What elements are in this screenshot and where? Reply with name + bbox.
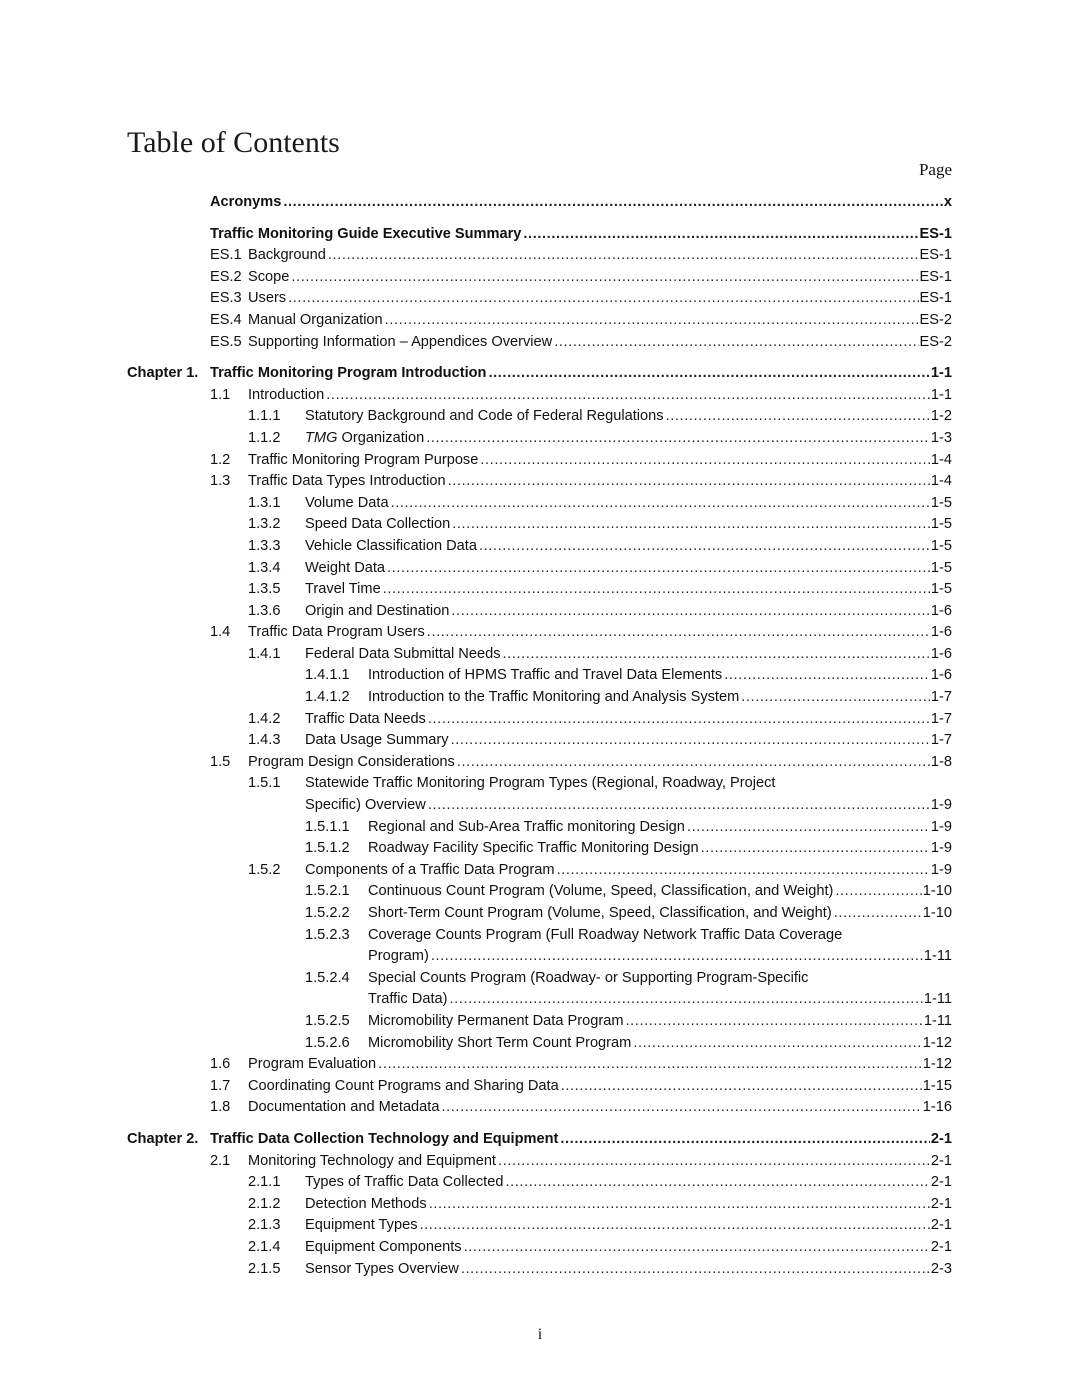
toc-entry-page[interactable]: ES-2 [919,333,952,350]
dot-leader [625,1011,922,1033]
toc-entry-title: Special Counts Program (Roadway- or Supporting Program-Specific [368,969,809,986]
toc-entry[interactable] [127,644,952,666]
toc-entry[interactable] [127,1054,952,1076]
dot-leader [378,1054,922,1076]
toc-entry-line [305,406,952,428]
toc-entry-line [305,1172,952,1194]
dot-leader [498,1151,930,1173]
dot-leader [283,192,943,214]
page-title: Table of Contents [127,126,340,159]
toc-entry[interactable] [127,310,952,332]
toc-entry-number: 1.1.1 [248,408,281,425]
toc-entry-title: Users [248,290,287,307]
toc-entry-line [248,450,952,472]
toc-entry-title: Sensor Types Overview [305,1260,459,1277]
toc-entry-title: Equipment Components [305,1238,462,1255]
toc-entry-page[interactable]: 1-4 [930,473,952,490]
dot-leader [387,558,930,580]
toc-entry-page[interactable]: 1-11 [923,1012,952,1029]
toc-entry-number: 1.5.2.2 [305,905,350,921]
toc-entry[interactable] [127,730,952,752]
toc-entry[interactable] [127,881,952,903]
toc-entry-title: Specific) Overview [305,797,426,814]
dot-leader [480,450,930,472]
toc-entry-title: Micromobility Short Term Count Program [368,1034,632,1051]
toc-entry-title: Traffic Data) [368,991,448,1008]
toc-entry-number: 1.5.1.2 [305,840,350,857]
toc-entry-page[interactable]: 1-7 [930,710,952,727]
toc-entry-title: Scope [248,268,290,285]
toc-entry[interactable] [127,1129,952,1151]
toc-entry-line [210,192,952,214]
toc-entry-line [210,224,952,246]
dot-leader [687,817,930,839]
toc-entry-page[interactable]: 1-12 [922,1056,952,1073]
toc-entry[interactable] [127,925,952,947]
toc-entry-title: Statewide Traffic Monitoring Program Types (Regional, Roadway, Project [305,775,776,792]
toc-entry-line [305,493,952,515]
toc-entry-title: Equipment Types [305,1217,418,1234]
toc-entry-title: Introduction of HPMS Traffic and Travel Data Elements [368,667,723,684]
toc-entry-page[interactable]: 1-2 [930,408,952,425]
toc-entry-title-rest: Organization [337,429,425,446]
dot-leader [503,644,930,666]
toc-entry[interactable] [127,1237,952,1259]
toc-entry[interactable] [127,406,952,428]
dot-leader [426,428,930,450]
toc-entry[interactable] [127,860,952,882]
toc-entry-page[interactable]: 1-5 [930,537,952,554]
dot-leader [724,665,930,687]
toc-entry-page[interactable]: 2-1 [930,1152,952,1169]
toc-entry-line [368,1011,952,1033]
toc-entry-line [305,579,952,601]
toc-entry-line [305,601,952,623]
toc-entry-number: Chapter 2. [127,1130,199,1147]
toc-entry-number: 1.5.2.1 [305,883,350,900]
toc-entry-line [305,558,952,580]
dot-leader [464,1237,930,1259]
toc-entry-number: 2.1 [210,1152,231,1169]
toc-entry-title: Traffic Monitoring Program Purpose [248,451,479,468]
toc-entry-number: 1.3 [210,473,231,490]
toc-entry[interactable] [127,471,952,493]
toc-entry[interactable] [127,363,952,385]
dot-leader [420,1215,930,1237]
dot-leader [428,709,930,731]
toc-entry-page[interactable]: 1-4 [930,451,952,468]
toc-entry-line [248,267,952,289]
toc-entry-continuation[interactable] [127,989,952,1011]
toc-entry[interactable] [127,245,952,267]
dot-leader [554,332,918,354]
toc-entry[interactable] [127,709,952,731]
dot-leader [835,881,921,903]
toc-entry-number: 1.3.3 [248,537,281,554]
dot-leader [326,385,930,407]
toc-entry[interactable] [127,558,952,580]
dot-leader [560,1129,930,1151]
toc-entry-page[interactable]: 1-8 [930,753,952,770]
dot-leader [441,1097,921,1119]
dot-leader [666,406,930,428]
toc-entry-number: 1.4.2 [248,710,281,727]
toc-entry-title: Origin and Destination [305,602,450,619]
toc-entry[interactable] [127,514,952,536]
toc-entry-title-line1 [368,968,952,990]
toc-entry-number: 1.3.4 [248,559,281,576]
toc-entry-page[interactable]: 1-16 [922,1099,952,1116]
toc-entry[interactable] [127,1076,952,1098]
toc-entry-number: 1.4 [210,624,231,641]
toc-entry-title: Manual Organization [248,311,383,328]
toc-entry-page[interactable]: ES-2 [919,311,952,328]
toc-entry[interactable] [127,838,952,860]
toc-entry-number: 1.2 [210,451,231,468]
toc-entry-number: 1.3.2 [248,516,281,533]
toc-entry-number: 1.1.2 [248,429,281,446]
toc-entry-page[interactable]: 1-5 [930,494,952,511]
toc-entry[interactable] [127,687,952,709]
toc-entry[interactable] [127,817,952,839]
toc-entry-line [368,1033,952,1055]
toc-entry-title: Micromobility Permanent Data Program [368,1012,624,1029]
toc-entry-title: Vehicle Classification Data [305,537,477,554]
dot-leader [451,730,930,752]
toc-entry-number: ES.1 [210,247,242,264]
toc-entry-line [368,903,952,925]
toc-entry-line [305,536,952,558]
dot-leader [391,493,930,515]
toc-entry-page[interactable]: 1-15 [922,1077,952,1094]
toc-entry-page[interactable]: 2-3 [930,1260,952,1277]
toc-entry-title: Traffic Data Collection Technology and Equipment [210,1130,559,1147]
toc-entry-page[interactable]: 1-7 [930,732,952,749]
toc-entry-title: Detection Methods [305,1195,427,1212]
toc-entry-page[interactable]: 1-6 [930,667,952,684]
toc-entry[interactable] [127,1151,952,1173]
toc-entry-number: ES.4 [210,311,242,328]
toc-entry-page[interactable]: ES-1 [919,225,952,242]
toc-entry-line [248,1097,952,1119]
toc-entry-title: Background [248,247,326,264]
toc-entry[interactable] [127,288,952,310]
toc-entry-number: ES.3 [210,290,242,307]
dot-leader [383,579,930,601]
dot-leader [461,1259,930,1281]
toc-entry-page[interactable]: ES-1 [919,247,952,264]
toc-entry-title: Introduction [248,386,325,403]
toc-entry-line [368,817,952,839]
toc-entry-title: Short-Term Count Program (Volume, Speed, Classification, and Weight) [368,905,832,921]
toc-entry-title: Continuous Count Program (Volume, Speed, Classification, and Weight) [368,883,834,900]
toc-entry-title: Supporting Information – Appendices Overview [248,333,553,350]
toc-entry-title: Traffic Data Needs [305,710,426,727]
dot-leader [557,860,930,882]
toc-entry-line [368,838,952,860]
toc-entry-title: Statutory Background and Code of Federal Regulations [305,408,664,425]
toc-entry[interactable] [127,1194,952,1216]
toc-entry-number: 1.5 [210,753,231,770]
toc-entry-page[interactable]: 2-1 [930,1130,952,1147]
toc-entry-number: ES.5 [210,333,242,350]
toc-entry-line [368,989,952,1011]
dot-leader [488,363,929,385]
toc-entry-number: 1.3.1 [248,494,281,511]
toc-entry-number: 1.5.2.5 [305,1012,350,1029]
dot-leader [328,245,919,267]
toc-entry[interactable] [127,665,952,687]
toc-entry-number: 1.5.2.4 [305,969,350,986]
toc-entry-line [210,363,952,385]
toc-entry[interactable] [127,192,952,214]
toc-entry-title: Data Usage Summary [305,732,449,749]
toc-entry-page[interactable]: 2-1 [930,1174,952,1191]
toc-entry-title [305,428,425,450]
dot-leader [633,1033,921,1055]
page-column-label: Page [918,160,952,179]
toc-entry[interactable] [127,601,952,623]
toc-entry-line [305,730,952,752]
toc-entry[interactable] [127,1172,952,1194]
toc-entry[interactable] [127,1011,952,1033]
toc-entry-page[interactable]: 1-5 [930,559,952,576]
toc-entry-line [305,644,952,666]
toc-entry-number: 1.4.1 [248,645,281,662]
dot-leader [479,536,930,558]
toc-entry-number: 2.1.2 [248,1195,281,1212]
toc-entry-line [305,795,952,817]
toc-entry-number: 1.5.2.3 [305,926,350,943]
toc-entry-number: 1.7 [210,1077,231,1094]
toc-entry-title-line1 [305,773,952,795]
toc-entry-page[interactable]: 1-9 [930,861,952,878]
dot-leader [288,288,918,310]
toc-entry-title: Introduction to the Traffic Monitoring and Analysis System [368,689,740,706]
toc-entry-line [305,709,952,731]
toc-entry-continuation[interactable] [127,795,952,817]
toc-entry-line [368,881,952,903]
toc-entry-line [248,385,952,407]
toc-entry-title: Program Evaluation [248,1056,377,1073]
toc-entry-line [248,245,952,267]
footer-page-number: i [537,1326,543,1343]
toc-entry[interactable] [127,1033,952,1055]
toc-entry-title: Traffic Monitoring Program Introduction [210,365,487,382]
toc-entry-title: Coverage Counts Program (Full Roadway Network Traffic Data Coverage [368,926,843,943]
table-of-contents [127,192,952,1280]
toc-entry-page[interactable]: 1-12 [922,1034,952,1051]
toc-entry-title: Documentation and Metadata [248,1099,440,1116]
toc-entry-line [248,622,952,644]
toc-entry[interactable] [127,1259,952,1281]
toc-entry-page[interactable]: 1-3 [930,429,952,446]
toc-entry-page[interactable]: 1-6 [930,645,952,662]
toc-entry-page[interactable]: x [943,194,952,210]
toc-entry-number: 1.5.2.6 [305,1034,350,1051]
toc-entry-line [248,1076,952,1098]
toc-entry-page[interactable]: 1-5 [930,581,952,598]
toc-entry-number: 1.3.5 [248,581,281,598]
toc-entry-title: Speed Data Collection [305,516,451,533]
toc-entry-number: 1.4.1.1 [305,667,350,684]
toc-entry[interactable] [127,536,952,558]
dot-leader [429,1194,930,1216]
toc-entry-title: Volume Data [305,494,389,511]
toc-entry-page[interactable]: 1-10 [922,883,952,900]
toc-entry-page[interactable]: 1-9 [930,797,952,814]
toc-entry-line [210,1129,952,1151]
toc-entry-title: Traffic Data Program Users [248,624,425,641]
toc-entry-title-italic: TMG [305,429,338,446]
dot-leader [449,989,922,1011]
toc-entry-number: ES.2 [210,268,242,285]
toc-entry-page[interactable]: 1-6 [930,624,952,641]
toc-entry-number: 1.4.3 [248,732,281,749]
toc-entry-page[interactable]: 1-1 [930,365,952,382]
toc-entry-number: 1.4.1.2 [305,689,350,706]
toc-entry-page[interactable]: 2-1 [930,1238,952,1255]
toc-entry-continuation[interactable] [127,946,952,968]
toc-entry-line [305,1194,952,1216]
toc-entry-line [305,1259,952,1281]
toc-entry-title: Program) [368,948,429,965]
toc-entry-number: 1.6 [210,1056,231,1073]
toc-entry-line [248,1054,952,1076]
dot-leader [451,601,930,623]
toc-entry-line [248,332,952,354]
toc-entry-title: Traffic Monitoring Guide Executive Summary [210,225,522,242]
toc-entry-number: 1.5.2 [248,861,281,878]
toc-entry-page[interactable]: 1-11 [923,991,952,1008]
toc-entry-title: Types of Traffic Data Collected [305,1174,504,1191]
toc-entry-page[interactable]: 1-1 [930,386,952,403]
toc-entry-page[interactable]: 1-7 [930,689,952,706]
toc-entry[interactable] [127,622,952,644]
toc-entry-number: 1.5.1.1 [305,818,350,835]
toc-entry[interactable] [127,450,952,472]
toc-entry-title: Coordinating Count Programs and Sharing Data [248,1077,559,1094]
toc-entry-page[interactable]: 1-6 [930,602,952,619]
dot-leader [505,1172,929,1194]
toc-entry-line [368,665,952,687]
toc-entry-title: Travel Time [305,581,381,598]
toc-entry-number: 1.5.1 [248,775,281,792]
toc-entry[interactable] [127,385,952,407]
toc-entry-title: Monitoring Technology and Equipment [248,1152,496,1169]
toc-entry-title: Acronyms [210,194,282,210]
dot-leader [457,752,930,774]
toc-entry-title: Traffic Data Types Introduction [248,473,446,490]
toc-entry-line [248,471,952,493]
dot-leader [523,224,918,246]
dot-leader [741,687,930,709]
dot-leader [385,310,919,332]
dot-leader [291,267,918,289]
toc-entry-line [248,310,952,332]
dot-leader [428,795,930,817]
toc-entry[interactable] [127,493,952,515]
toc-entry-title: Roadway Facility Specific Traffic Monitoring Design [368,840,699,857]
toc-entry-line [305,860,952,882]
toc-entry[interactable] [127,1097,952,1119]
toc-entry-line [248,288,952,310]
toc-entry-page[interactable]: 2-1 [930,1195,952,1212]
dot-leader [452,514,930,536]
toc-entry[interactable] [127,903,952,925]
toc-entry-number: 2.1.1 [248,1174,281,1191]
toc-entry-page[interactable]: 1-5 [930,516,952,533]
dot-leader [561,1076,922,1098]
dot-leader [448,471,930,493]
toc-entry[interactable] [127,773,952,795]
toc-entry-page[interactable]: 1-10 [922,905,952,921]
toc-entry-title: Weight Data [305,559,386,576]
toc-entry-page[interactable]: ES-1 [919,290,952,307]
toc-entry-page[interactable]: 1-9 [930,818,952,835]
toc-entry-title-line1 [368,925,952,947]
toc-entry[interactable] [127,224,952,246]
dot-leader [701,838,930,860]
toc-entry-number: 2.1.3 [248,1217,281,1234]
toc-entry-line [305,1237,952,1259]
toc-entry-title: Federal Data Submittal Needs [305,645,501,662]
dot-leader [431,946,923,968]
toc-entry-page[interactable]: 2-1 [930,1217,952,1234]
toc-entry[interactable] [127,752,952,774]
toc-entry[interactable] [127,968,952,990]
toc-entry-number: 2.1.4 [248,1238,281,1255]
toc-entry-line [305,514,952,536]
toc-entry[interactable] [127,332,952,354]
toc-entry-line [248,1151,952,1173]
toc-entry[interactable] [127,1215,952,1237]
toc-entry-line [368,946,952,968]
toc-entry-title: Program Design Considerations [248,753,455,770]
toc-entry-title: Components of a Traffic Data Program [305,861,555,878]
toc-entry-line [248,752,952,774]
toc-entry-line [368,687,952,709]
toc-entry-number: 1.3.6 [248,602,281,619]
toc-entry-page[interactable]: ES-1 [919,268,952,285]
toc-entry-page[interactable]: 1-9 [930,840,952,857]
toc-entry-page[interactable]: 1-11 [923,948,952,965]
dot-leader [834,903,922,925]
toc-entry[interactable] [127,428,952,450]
toc-entry-title: Regional and Sub-Area Traffic monitoring Design [368,818,685,835]
toc-entry-number: 1.8 [210,1099,231,1116]
toc-entry-number: 1.1 [210,386,231,403]
toc-entry-line [305,428,952,450]
toc-entry-number: 2.1.5 [248,1260,281,1277]
dot-leader [427,622,930,644]
toc-entry-number: Chapter 1. [127,365,199,382]
toc-entry-line [305,1215,952,1237]
toc-entry[interactable] [127,579,952,601]
toc-entry[interactable] [127,267,952,289]
